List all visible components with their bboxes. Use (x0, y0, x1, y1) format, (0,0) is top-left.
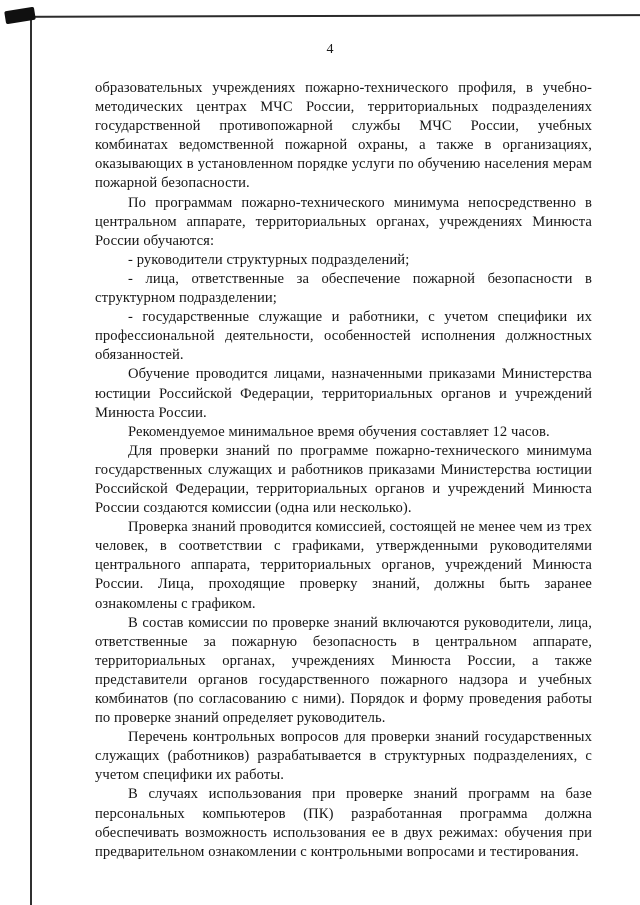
scan-edge-left (30, 16, 32, 905)
paragraph: Рекомендуемое минимальное время обучения составляет 12 часов. (128, 423, 550, 440)
scan-edge-top (8, 14, 640, 18)
paragraph: В случаях использования при проверке знаний программ на базе персональных компьютеров (ПК) разработанная программа должна обеспечивать возможность использования ее в двух режимах: обучения при предварительном ознакомлении с контрольными вопросами и тестирования. (95, 786, 592, 860)
list-item: - государственные служащие и работники, с учетом специфики их профессиональной деятельности, особенностей исполнения должностных обязанностей. (95, 309, 592, 364)
paragraph: Перечень контрольных вопросов для проверки знаний государственных служащих (работников) разрабатывается в структурных подразделениях, с учетом специфики их работы. (95, 729, 592, 784)
list-item: - лица, ответственные за обеспечение пожарной безопасности в структурном подразделении; (95, 270, 592, 307)
page-number: 4 (326, 42, 334, 57)
paragraph-continuation: образовательных учреждениях пожарно-технического профиля, в учебно-методических центрах МЧС России, территориальных подразделениях государственной противопожарной службы МЧС России, учебных комбинатах ведомственной пожарной охраны, а также в организациях, оказывающих в установленном порядке услуги по обучению населения мерам пожарной безопасности. (95, 80, 592, 192)
paragraph: По программам пожарно-технического минимума непосредственно в центральном аппарате, территориальных органах, учреждениях Минюста России обучаются: (95, 194, 592, 249)
paragraph: Обучение проводится лицами, назначенными приказами Министерства юстиции Российской Федерации, территориальных органов и учреждений Минюста России. (95, 366, 592, 421)
paragraph: Для проверки знаний по программе пожарно-технического минимума государственных служащих и работников приказами Министерства юстиции Российской Федерации, территориальных органов и учреждений Минюста России создаются комиссии (одна или несколько). (95, 442, 592, 517)
paragraph: Проверка знаний проводится комиссией, состоящей не менее чем из трех человек, в соответствии с графиками, утвержденными руководителями центрального аппарата, территориальных органов, учреждений Минюста России. Лица, проходящие проверку знаний, должны быть заранее ознакомлены с графиком. (95, 519, 592, 612)
list-item: - руководители структурных подразделений; (128, 251, 410, 268)
paragraph: В состав комиссии по проверке знаний включаются руководители, лица, ответственные за пожарную безопасность в центральном аппарате, территориальных органах, учреждениях Минюста России, а также представители органов государственного пожарного надзора и учебных комбинатов (по согласованию с ними). Порядок и форму проведения работы по проверке знаний определяет руководитель. (95, 614, 592, 727)
document-body (95, 79, 592, 862)
